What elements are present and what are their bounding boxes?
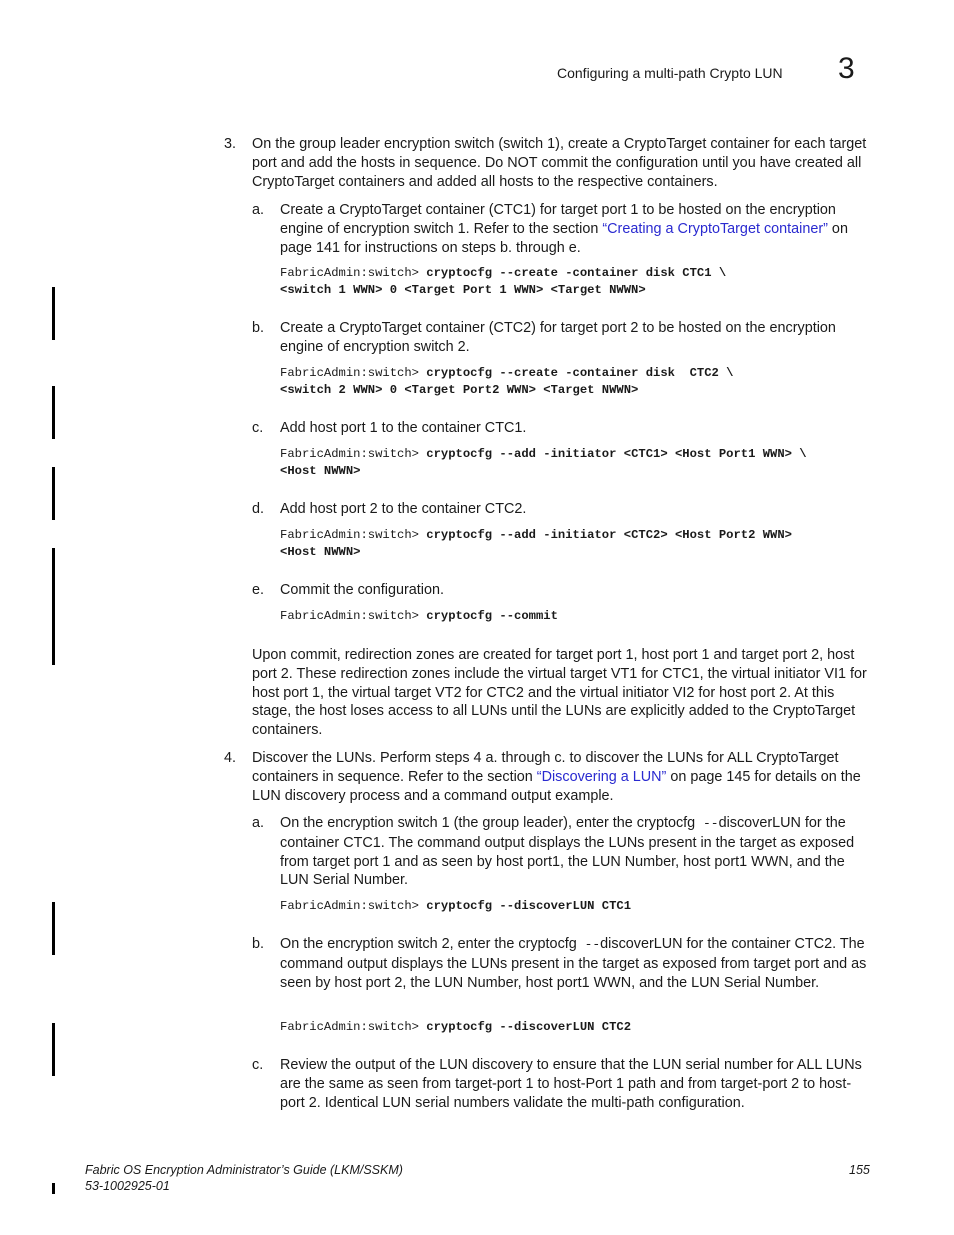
command-name: cryptocfg [636, 815, 696, 831]
footer-title: Fabric OS Encryption Administrator’s Guide (LKM/SSKM) [85, 1163, 403, 1177]
change-bar [52, 287, 55, 340]
change-bar [52, 1183, 55, 1194]
code-block: FabricAdmin:switch> cryptocfg --create -container disk CTC1 \ <switch 1 WWN> 0 <Target Port 1 WWN> <Target NWWN> [280, 266, 727, 297]
substep-letter: a. [252, 815, 265, 831]
substep-letter: d. [252, 501, 265, 517]
substep-text: On the encryption switch 2, enter the cryptocfg --discoverLUN for the container CTC2. The command output displays the LUNs present in the target as exposed from target port and as seen by host port 2, the LUN Number, host port1 WWN, and the LUN Serial Number. [280, 936, 867, 991]
page-number: 155 [849, 1163, 870, 1177]
substep-text: Create a CryptoTarget container (CTC2) for target port 2 to be hosted on the encryption engine of encryption switch 2. [280, 320, 836, 355]
step-text: On the group leader encryption switch (switch 1), create a CryptoTarget container for each target port and add the hosts in sequence. Do NOT commit the configuration until you have created all CryptoTarget containers and added all hosts to the respective containers. [252, 136, 867, 190]
change-bar [52, 548, 55, 665]
step-number: 4. [224, 750, 237, 766]
substep-letter: b. [252, 936, 265, 952]
cross-reference-link[interactable]: “Discovering a LUN” [536, 768, 667, 785]
code-block: FabricAdmin:switch> cryptocfg --add -initiator <CTC2> <Host Port2 WWN> <Host NWWN> [280, 528, 792, 559]
substep-text: Add host port 1 to the container CTC1. [280, 420, 527, 436]
change-bar [52, 1023, 55, 1076]
change-bar [52, 467, 55, 520]
code-block: FabricAdmin:switch> cryptocfg --add -initiator <CTC1> <Host Port1 WWN> \ <Host NWWN> [280, 447, 807, 478]
body-paragraph: Upon commit, redirection zones are created for target port 1, host port 1 and target port 2, host port 2. These redirection zones include the virtual target VT1 for CTC1, the virtual initiator VI1 for host port 1, the virtual target VT2 for CTC2 and the virtual initiator VI2 for host port 2. At this stage, the host loses access to all LUNs until the LUNs are explicitly added to the CryptoTarget containers. [252, 647, 867, 739]
substep-text: Commit the configuration. [280, 582, 444, 598]
command-option: discoverLUN [718, 815, 801, 831]
chapter-number: 3 [838, 52, 855, 85]
change-bar [52, 386, 55, 439]
substep-letter: b. [252, 320, 265, 336]
substep-text: Review the output of the LUN discovery to ensure that the LUN serial number for ALL LUNs are the same as seen from target-port 1 to host-Port 1 path and from target-port 2 to host-port 2. Identical LUN serial numbers validate the multi-path configuration. [280, 1057, 862, 1111]
substep-text: Create a CryptoTarget container (CTC1) for target port 1 to be hosted on the encryption engine of encryption switch 1. Refer to the section “Creating a CryptoTarget container” on page 141 for instructions on steps b. through e. [280, 202, 848, 256]
substep-text: Add host port 2 to the container CTC2. [280, 501, 527, 517]
cross-reference-link[interactable]: “Creating a CryptoTarget container” [602, 220, 828, 237]
footer-doc-number: 53-1002925-01 [85, 1179, 170, 1193]
command-option: discoverLUN [600, 936, 683, 952]
command-name: cryptocfg [518, 936, 577, 952]
code-block: FabricAdmin:switch> cryptocfg --discoverLUN CTC1 [280, 899, 632, 913]
substep-letter: c. [252, 1057, 264, 1073]
substep-letter: a. [252, 202, 265, 218]
change-bar [52, 902, 55, 955]
code-block: FabricAdmin:switch> cryptocfg --discoverLUN CTC2 [280, 1020, 632, 1034]
running-header: Configuring a multi-path Crypto LUN [557, 65, 783, 81]
substep-text: On the encryption switch 1 (the group leader), enter the cryptocfg --discoverLUN for the container CTC1. The command output displays the LUNs present in the target as exposed from target port 1 and as seen by host port1, the LUN Number, host port1 WWN, and the LUN Serial Number. [280, 815, 855, 889]
substep-letter: c. [252, 420, 264, 436]
substep-letter: e. [252, 582, 265, 598]
step-text: Discover the LUNs. Perform steps 4 a. through c. to discover the LUNs for ALL CryptoTarget containers in sequence. Refer to the section “Discovering a LUN” on page 145 for details on the LUN discovery process and a command output example. [252, 750, 861, 804]
step-number: 3. [224, 136, 237, 152]
code-block: FabricAdmin:switch> cryptocfg --commit [280, 609, 558, 623]
code-block: FabricAdmin:switch> cryptocfg --create -container disk CTC2 \ <switch 2 WWN> 0 <Target Port2 WWN> <Target NWWN> [280, 366, 734, 397]
